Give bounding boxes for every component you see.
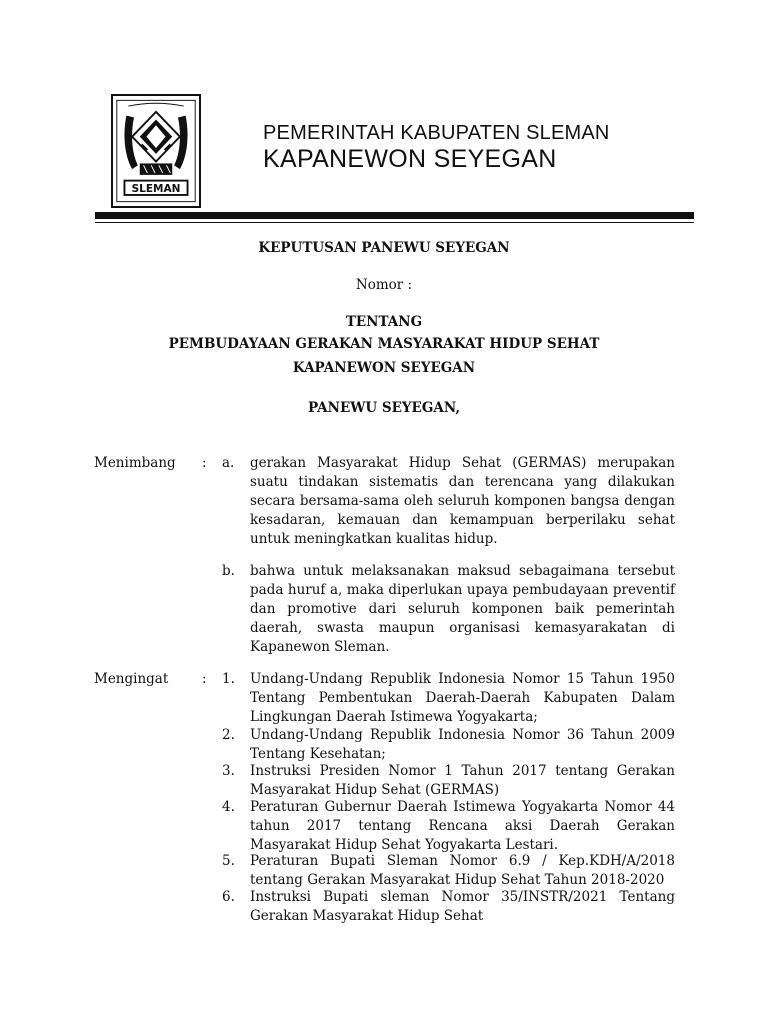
mengingat-item-3: Instruksi Presiden Nomor 1 Tahun 2017 tentang Gerakan Masyarakat Hidup Sehat (GERMAS)	[250, 763, 675, 798]
mengingat-item-2: Undang-Undang Republik Indonesia Nomor 36 Tahun 2009 Tentang Kesehatan;	[250, 727, 675, 762]
mengingat-marker-4: 4.	[222, 799, 235, 815]
government-name: PEMERINTAH KABUPATEN SLEMAN	[263, 122, 610, 144]
logo-text: SLEMAN	[131, 183, 181, 196]
decree-subject-line2: KAPANEWON SEYEGAN	[292, 360, 476, 376]
sleman-emblem-logo	[111, 94, 201, 208]
decree-number: Nomor :	[355, 277, 413, 293]
menimbang-marker-b: b.	[222, 563, 235, 579]
menimbang-label: Menimbang	[94, 455, 176, 471]
decree-about: TENTANG	[345, 314, 423, 330]
letterhead-rule-thick	[95, 212, 694, 219]
menimbang-colon: :	[202, 455, 207, 471]
decree-title: KEPUTUSAN PANEWU SEYEGAN	[258, 240, 510, 256]
office-name: KAPANEWON SEYEGAN	[263, 145, 557, 173]
mengingat-marker-3: 3.	[222, 763, 235, 779]
mengingat-marker-6: 6.	[222, 889, 235, 905]
mengingat-item-4: Peraturan Gubernur Daerah Istimewa Yogyakarta Nomor 44 tahun 2017 tentang Rencana aksi Daerah Gerakan Masyarakat Hidup Sehat Yogyakarta Lestari.	[250, 799, 675, 853]
menimbang-marker-a: a.	[222, 455, 235, 471]
mengingat-marker-5: 5.	[222, 853, 235, 869]
mengingat-item-1: Undang-Undang Republik Indonesia Nomor 15 Tahun 1950 Tentang Pembentukan Daerah-Daerah Kabupaten Dalam Lingkungan Daerah Istimewa Yogyakarta;	[250, 671, 675, 725]
letterhead-rule-thin	[95, 222, 694, 223]
decree-subject-line1: PEMBUDAYAAN GERAKAN MASYARAKAT HIDUP SEHAT	[168, 336, 600, 352]
mengingat-colon: :	[202, 671, 207, 687]
mengingat-item-5: Peraturan Bupati Sleman Nomor 6.9 / Kep.KDH/A/2018 tentang Gerakan Masyarakat Hidup Sehat Tahun 2018-2020	[250, 853, 675, 888]
menimbang-item-b: bahwa untuk melaksanakan maksud sebagaimana tersebut pada huruf a, maka diperlukan upaya pembudayaan preventif dan promotive dari seluruh komponen baik pemerintah daerah, swasta maupun organisasi kemasyarakatan di Kapanewon Sleman.	[250, 563, 675, 655]
decree-official: PANEWU SEYEGAN,	[307, 400, 461, 416]
sleman-emblem-icon	[113, 96, 199, 206]
mengingat-marker-2: 2.	[222, 727, 235, 743]
mengingat-marker-1: 1.	[222, 671, 235, 687]
mengingat-item-6: Instruksi Bupati sleman Nomor 35/INSTR/2021 Tentang Gerakan Masyarakat Hidup Sehat	[250, 889, 675, 924]
mengingat-label: Mengingat	[94, 671, 169, 687]
menimbang-item-a: gerakan Masyarakat Hidup Sehat (GERMAS) merupakan suatu tindakan sistematis dan terencana yang dilakukan secara bersama-sama oleh seluruh komponen bangsa dengan kesadaran, kemauan dan kemampuan berperilaku sehat untuk meningkatkan kualitas hidup.	[250, 455, 675, 547]
